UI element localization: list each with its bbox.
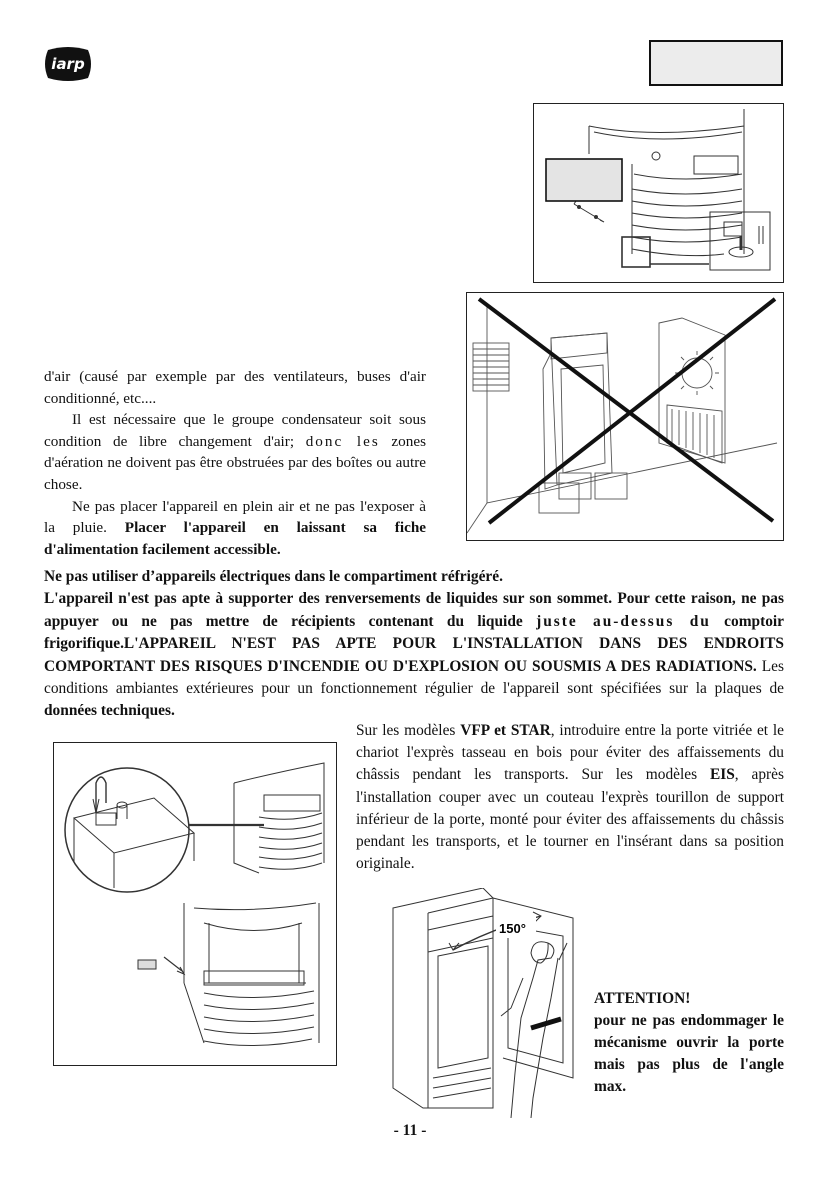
right-column-text	[356, 720, 784, 875]
paragraph-air-flow: d'air (causé par exemple par des ventilateurs, buses d'air conditionné, etc....	[44, 368, 426, 407]
left-column-text	[44, 366, 426, 560]
door-angle-figure	[383, 888, 583, 1120]
attention-notice	[594, 988, 784, 1098]
safety-warning-block	[44, 566, 784, 723]
attention-title: ATTENTION!	[594, 990, 691, 1007]
leveling-foot-figure	[533, 103, 784, 283]
transport-instructions: Sur les modèles VFP et STAR, introduire entre la porte vitriée et le chariot l'exprès tasseau en bois pour éviter des affaissements du châssis pendant les transports. Sur les modèles EIS, après l'installation couper avec un couteau l'exprès tourillon de support inférieur de la porte, monté pour éviter des affaissements du châssis pendant les transports, et le tourner en l'insérant dans sa position originale.	[356, 722, 784, 873]
svg-text:iarp: iarp	[51, 55, 85, 73]
svg-text:150°: 150°	[499, 921, 526, 936]
paragraph-outdoor: Ne pas placer l'appareil en plein air et ne pas l'exposer à la pluie. Placer l'appareil en laissant sa fiche d'alimentation facilement accessible.	[44, 497, 427, 558]
wrong-location-figure	[466, 292, 784, 541]
liquid-spill-warning: L'appareil n'est pas apte à supporter des renversements de liquides sur son sommet. Pour cette raison, ne pas appuyer ou ne pas mettre de récipients contenant du liquide juste au-dessus du comptoir frigorifique.L'APPAREIL N'EST PAS APTE POUR L'INSTALLATION DANS DES ENDROITS COMPORTANT DES RISQUES D'INCENDIE OU D'EXPLOSION OU SOUSMIS A DES RADIATIONS. Les conditions ambiantes extérieures pour un fonctionnement régulier de l'appareil sont spécifiées sur la plaques de données techniques.	[44, 590, 784, 720]
no-electrical-appliances: Ne pas utiliser d’appareils électriques dans le compartiment réfrigéré.	[44, 568, 503, 585]
iarp-logo	[44, 44, 92, 84]
paragraph-condenser: Il est nécessaire que le groupe condensateur soit sous condition de libre changement d'air; donc les zones d'aération ne doivent pas être obstruées par des boîtes ou autre chose.	[44, 411, 426, 493]
model-label-box	[649, 40, 783, 86]
page-number: - 11 -	[393, 1122, 427, 1139]
attention-body: pour ne pas endommager le mécanisme ouvrir la porte mais pas plus de l'angle max.	[594, 1012, 784, 1095]
transport-block-figure	[53, 742, 337, 1066]
